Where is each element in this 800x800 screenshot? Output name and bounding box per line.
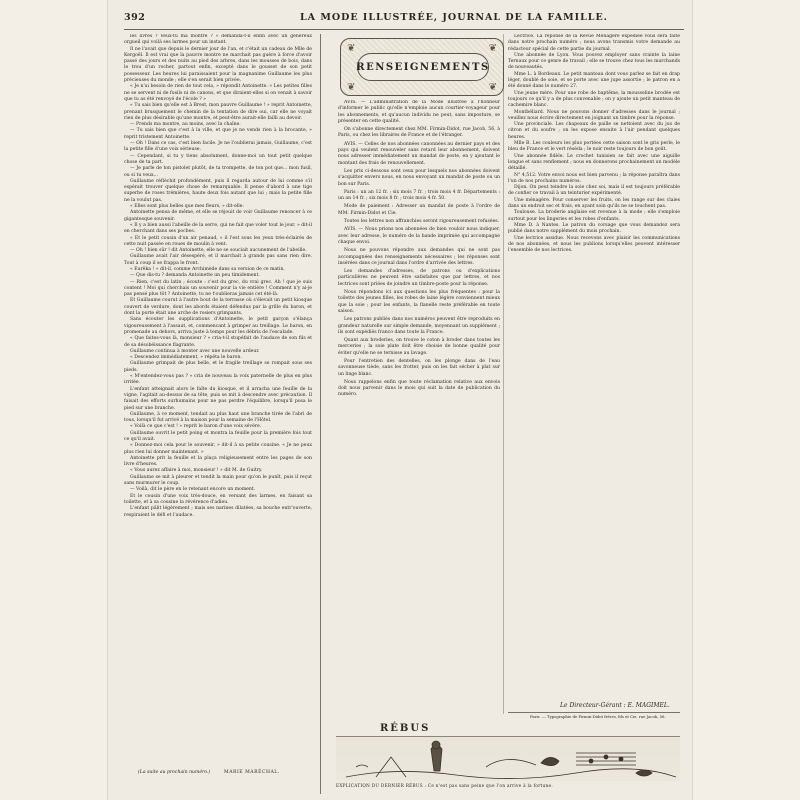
- story-paragraph: « Tu sais bien qu'elle est à Brest, mon pauvre Guillaume ! » reprit Antoinette, prenant brusquement le chemin de la tentation de dire oui, car elle ne voyait rien de plus désirable qu'une montre, et peut-être aurait-elle failli au devoir.: [124, 103, 312, 121]
- correspondence-paragraph: N° 4,512. Votre envoi nous est bien parvenu ; la réponse paraîtra dans l'un de nos prochains numéros.: [508, 172, 680, 184]
- notice-paragraph: Les patrons publiés dans nos numéros peuvent être reproduits en grandeur naturelle sur simple demande, moyennant un supplément ; ils sont expédiés franco dans toute la France.: [338, 317, 500, 335]
- renseignements-banner: [340, 38, 504, 96]
- correspondence-paragraph: Une ménagère. Pour conserver les fruits, on les range sur des claies dans un endroit sec et frais, en ayant soin qu'ils ne se touchent pas.: [508, 197, 680, 210]
- story-paragraph: Il ne l'avait que depuis le dernier jour de l'an, et c'était un cadeau de Mlle de Kergoël. Il est vrai que la pauvre montre ne marchait pas guère à force d'avoir passé des jours et des nuits au pied des arbres, dans les mousses de bois, dans le trou d'un rocher, partout enfin, excepté dans le gousset de son petit possesseur. Les heures lui paraissaient pour la magnanime Guillaume les plus précieuses du monde ; elle s'en serait bien privée.: [124, 46, 312, 84]
- story-paragraph: — Oh ! Dans ce cas, c'est bien facile. Je ne l'oublierai jamais, Guillaume, c'est la petite fille d'une voix sérieuse.: [124, 141, 312, 153]
- story-paragraph: L'enfant pâlit légèrement ; mais ses narines dilatées, sa bouche entr'ouverte, respiraient le défi et l'audace.: [124, 506, 312, 518]
- story-paragraph: Guillaume ouvrit le petit poing et montra la feuille pour la première fois tout ce qu'il avait.: [124, 430, 312, 442]
- notice-paragraph: AVIS. — L'administration de la Mode illustrée a l'honneur d'informer le public qu'elle n'emploie aucun courtier-voyageur pour les abonnements, et qu'aucun individu ne peut, sans imposture, se présenter en cette qualité.: [338, 100, 500, 124]
- printer-rule: [508, 712, 680, 713]
- correspondence-paragraph: Une provinciale. Les chapeaux de paille se nettoient avec du jus de citron et du soufre ; on les expose ensuite à l'air pendant quelques heures.: [508, 122, 680, 140]
- renseignements-column: [338, 100, 500, 720]
- story-paragraph: « Voilà ce que c'est ! » reprit le baron d'une voix sévère.: [130, 424, 262, 430]
- notice-paragraph: Quant aux broderies, on trouve le coton à broder dans toutes les merceries ; la soie plate doit être choisie de bonne qualité pour éviter qu'elle ne se ternisse au lavage.: [338, 338, 500, 356]
- correspondence-paragraph: Une abonnée de Lyon. Vous pouvez employer sans crainte la laine Ternaux pour ce genre de travail ; elle se trouve chez tous les marchands de nouveautés.: [508, 52, 680, 71]
- rebus-illustration: [336, 736, 680, 781]
- director-signature: Le Directeur-Gérant : E. MAGIMEL.: [560, 702, 670, 709]
- journal-title: LA MODE ILLUSTRÉE, JOURNAL DE LA FAMILLE.: [300, 12, 608, 23]
- column-divider: [503, 34, 504, 714]
- correspondence-paragraph: Une lectrice assidue. Nous recevons avec plaisir les communications de nos abonnées, et nous les publions lorsqu'elles peuvent intéresser l'ensemble de nos lectrices.: [508, 235, 680, 254]
- story-paragraph: Guillaume avait l'air désespéré, et il marchait à grands pas sans rien dire. Tout à coup il se frappa le front.: [124, 254, 312, 266]
- story-paragraph: « Vous aurez affaire à moi, monsieur ! » dit M. de Guitry.: [130, 468, 263, 474]
- story-paragraph: Guillaume continua à monter avec une nouvelle ardeur.: [130, 348, 260, 354]
- notice-paragraph: Paris : un an 12 fr. ; six mois 7 fr. ; trois mois 4 fr. Départements : un an 14 fr. ; six mois 8 fr. ; trois mois 4 fr. 50.: [338, 189, 500, 202]
- story-paragraph: L'enfant atteignait alors le faîte du kiosque, et il arracha une feuille de la vigne, l'agitait au-dessus de sa tête, puis se mit à descendre avec précaution. Il faisait des efforts surhumains pour ne pas perdre l'équilibre, lorsqu'il posa le pied sur une branche.: [124, 386, 312, 411]
- story-paragraph: Antoinette prit la feuille et la plaça religieusement entre les pages de son livre d'heures.: [124, 455, 312, 468]
- rebus-engraving-icon: [336, 737, 680, 781]
- story-paragraph: « Que faites-vous là, monsieur ? » cria-t-il stupéfait de l'audace de son fils et de sa désobéissance flagrante.: [124, 336, 312, 348]
- story-paragraph: « Il y a bien aussi l'abeille de la serre, qui ne fait que voler tout le jour, » dit-il en cherchant dans ses poches.: [124, 222, 312, 235]
- correspondence-paragraph: Mme L. à Bordeaux. Le petit manteau dont vous parlez se fait en drap léger, doublé de soie, et se porte avec une jupe assortie ; le patron en a été donné dans le numéro 27.: [508, 71, 680, 90]
- notice-paragraph: On s'abonne directement chez MM. Firmin-Didot, rue Jacob, 56, à Paris, ou chez les libraires de France et de l'étranger.: [338, 127, 500, 139]
- notice-paragraph: Mode de paiement : Adresser un mandat de poste à l'ordre de MM. Firmin-Didot et Cie.: [338, 204, 500, 216]
- continuation-note: (La suite au prochain numéro.): [138, 770, 211, 775]
- correspondence-paragraph: Mme D. à Nantes. Le patron du corsage que vous demandez sera publié dans notre supplément du mois prochain.: [508, 222, 680, 235]
- column-divider: [320, 34, 321, 794]
- notice-paragraph: AVIS. — Celles de nos abonnées canonnées au dernier pays et des pays qui veulent renouveler sans retard leur abonnement, doivent nous adresser immédiatement un mandat de poste, en y ajoutant le montant des frais de renouvellement.: [338, 141, 500, 166]
- story-paragraph: « Descendez immédiatement, » répéta le baron.: [130, 355, 242, 361]
- story-paragraph: « Donnez-moi cela pour le souvenir, » dit-il à sa petite cousine. « Je ne peux plus rien lui donner maintenant. »: [124, 443, 312, 455]
- header-rule: [124, 29, 684, 30]
- correspondence-paragraph: Toulouse. La broderie anglaise est revenue à la mode ; elle s'emploie surtout pour les lingeries et les robes d'enfants.: [508, 210, 680, 222]
- story-paragraph: Et le cousin d'une voix très-douce, en versant des larmes, en faisant sa toilette, et à sa cousine la révérence d'adieu.: [124, 493, 312, 505]
- notice-paragraph: Les demandes d'adresses, de patrons ou d'explications particulières ne peuvent être satisfaites que par lettres, et nos lectrices sont priées de joindre un timbre-poste pour la réponse.: [338, 269, 500, 287]
- ornament-icon: ❦: [488, 82, 497, 93]
- ornament-icon: ❦: [488, 43, 497, 54]
- correspondence-column: [508, 34, 680, 698]
- correspondence-paragraph: Lectrice. La réponse de la Revue Ménagère expédiée vous sera faite dans notre prochain numéro ; nous avons transmis votre demande au rédacteur spécial de cette partie du journal.: [508, 34, 680, 52]
- feuilleton-column: [124, 34, 312, 767]
- feuilleton-footer: [124, 770, 312, 780]
- story-paragraph: Antoinette pensa de même, et elle se réjouit de voir Guillaume renoncer à ce gigantesque souvenir.: [124, 210, 312, 222]
- page-header: [124, 12, 684, 30]
- story-paragraph: Guillaume grimpait de plus belle, et le fragile treillage se rompait sous ses pieds.: [124, 361, 312, 373]
- story-paragraph: « Je n'ai besoin de rien de tout cela, » répondit Antoinette. « Les petites filles ne se servent ni de fusils ni de canons, et que diraient-elles si on venait à savoir que tu as été renvoyé de l'école ? »: [124, 84, 312, 102]
- notice-paragraph: Nous rappelons enfin que toute réclamation relative aux envois doit nous parvenir dans le mois qui suit la date de publication du numéro.: [338, 379, 500, 398]
- story-paragraph: « M'entendez-vous pas ? » cria de nouveau la voix paternelle de plus en plus irritée.: [124, 374, 312, 386]
- correspondence-paragraph: Une jeune mère. Pour une robe de baptême, la mousseline brodée est toujours ce qu'il y a de plus convenable ; on y ajoute un petit manteau de cachemire blanc.: [508, 90, 680, 109]
- correspondence-paragraph: Montbéliard. Nous ne pouvons donner d'adresses dans le journal ; veuillez nous écrire directement en joignant un timbre pour la réponse.: [508, 109, 680, 121]
- story-paragraph: — Rien, c'est du latin ; écoute : c'est du grec, du vrai grec. Ah ! que je suis content ! Moi qui cherchais un souvenir pour la vie entière ! Comment n'y ai-je pas pensé plus tôt ? Antoinette, tu ne t'oublieras jamais cet été-là.: [124, 279, 312, 298]
- notice-paragraph: Pour l'entretien des dentelles, on les plonge dans de l'eau savonneuse tiède, sans les frotter, puis on les fait sécher à plat sur un linge blanc.: [338, 358, 500, 377]
- printer-imprint: Paris. — Typographie de Firmin-Didot frères, fils et Cie, rue Jacob, 56.: [530, 714, 666, 719]
- notice-paragraph: Nous ne pouvons répondre aux demandes qui ne sont pas accompagnées des renseignements nécessaires ; les réponses sont insérées dans ce journal dans l'ordre d'arrivée des lettres.: [338, 248, 500, 266]
- story-paragraph: — Oh ! bien sûr ! dit Antoinette, elle ne se souciait aucunement de l'abeille.: [130, 248, 307, 254]
- story-paragraph: Guillaume, à ce moment, tendait au plus haut une branche tirée de l'abri de tous, lorsqu'il fut arrivé à la maison pour la semaine de l'Hôtel.: [124, 411, 312, 424]
- page-number: 392: [124, 12, 146, 23]
- story-paragraph: — Voilà, dit le père en le retenant encore un moment.: [130, 487, 256, 493]
- story-paragraph: « Elles sont plus belles que mes fleurs, » dit-elle.: [130, 204, 244, 210]
- notice-paragraph: Nous répondons ici aux questions les plus fréquentes : pour la toilette des jeunes filles, les robes de laine légère conviennent mieux que la soie ; pour les enfants, la flanelle reste préférable en toute saison.: [338, 290, 500, 314]
- notice-paragraph: Toutes les lettres non affranchies seront rigoureusement refusées.: [344, 219, 500, 225]
- correspondence-paragraph: Une abonnée fidèle. Le crochet tunisien se fait avec une aiguille longue et sans renflement ; nous en donnerons prochainement un modèle détaillé.: [508, 153, 680, 172]
- correspondence-paragraph: Mlle B. Les couleurs les plus portées cette saison sont le gris perle, le bleu de France et le vert réséda ; le noir reste toujours de bon goût.: [508, 141, 680, 153]
- notice-paragraph: Les prix ci-dessous sont ceux pour lesquels nos abonnées doivent s'acquitter envers nous, en nous envoyant un mandat de poste ou un bon sur Paris.: [338, 168, 500, 187]
- banner-title: RENSEIGNEMENTS: [357, 53, 489, 81]
- notice-paragraph: AVIS. — Nous prions nos abonnées de bien vouloir nous indiquer, avec leur adresse, le numéro de la bande imprimée qui accompagne chaque envoi.: [338, 227, 500, 245]
- story-paragraph: — Je parle de ton pistolet plutôt, de ta trompette, de ton pot que... mon fusil, ou si tu veux...: [124, 166, 312, 178]
- story-paragraph: Sans écouter les supplications d'Antoinette, le petit garçon s'élança vigoureusement à l'assaut, et, commencant à grimper au treillage. Le baron, en promenade au dehors, arriva juste à temps pour les débris de l'escalade.: [124, 317, 312, 335]
- rebus-title: RÉBUS: [380, 723, 431, 734]
- story-paragraph: Et Guillaume courut à l'autre bout de la terrasse où s'élevait un petit kiosque couvert de verdure, dont les abords étaient défendus par la grille du baron, et dont la porte était une arche de rosiers grimpants.: [124, 298, 312, 317]
- ornament-icon: ❦: [347, 82, 356, 93]
- story-paragraph: les livres ? Veux-tu ma montre ? » demanda-t-il enfin avec un généreux orgueil qui voilà ses larmes pour un instant.: [124, 34, 312, 46]
- story-paragraph: — Prends ma montre, au moins, avec la chaîne.: [130, 122, 241, 128]
- story-paragraph: Guillaume se mit à pleurer et tendit la main pour qu'on le punît, puis il reçut sans murmurer le coup.: [124, 474, 312, 487]
- story-paragraph: Guillaume réfléchit profondément, puis il regarda autour de lui comme s'il espérait trouver quelque chose de remarquable. Il pense d'abord à une tige superbe de roses trémières, haute deux fois autant que lui ; mais la petite fille ne la voulut pas.: [124, 178, 312, 203]
- story-paragraph: — Que dis-tu ? demanda Antoinette un peu timidement.: [130, 273, 260, 279]
- story-paragraph: — Tu sais bien que c'est à la ville, et que je ne vends rien à la brocante, » reprit tristement Antoinette.: [124, 128, 312, 140]
- story-paragraph: « Eurêka ! » dit-il, comme Archimède dans sa version de ce matin.: [130, 266, 285, 272]
- rebus-explanation: EXPLICATION DU DERNIER RÉBUS : Ce n'est pas sans peine que l'on arrive à la fortune.: [336, 783, 553, 788]
- ornament-icon: ❦: [347, 43, 356, 54]
- story-paragraph: — Cependant, si tu y tiens absolument, donne-moi un tout petit quelque chose de ta part.: [124, 153, 312, 165]
- story-paragraph: « Et le petit cousin d'un air penaud, » il l'est sous les yeux très-éclairés de cette nuit passée en roues de moulin à vent.: [124, 235, 312, 247]
- author-name: MARIE MARÉCHAL.: [224, 770, 280, 775]
- correspondence-paragraph: Dijon. On peut teindre la soie chez soi, mais il est toujours préférable de confier ce travail à un teinturier expérimenté.: [508, 185, 680, 197]
